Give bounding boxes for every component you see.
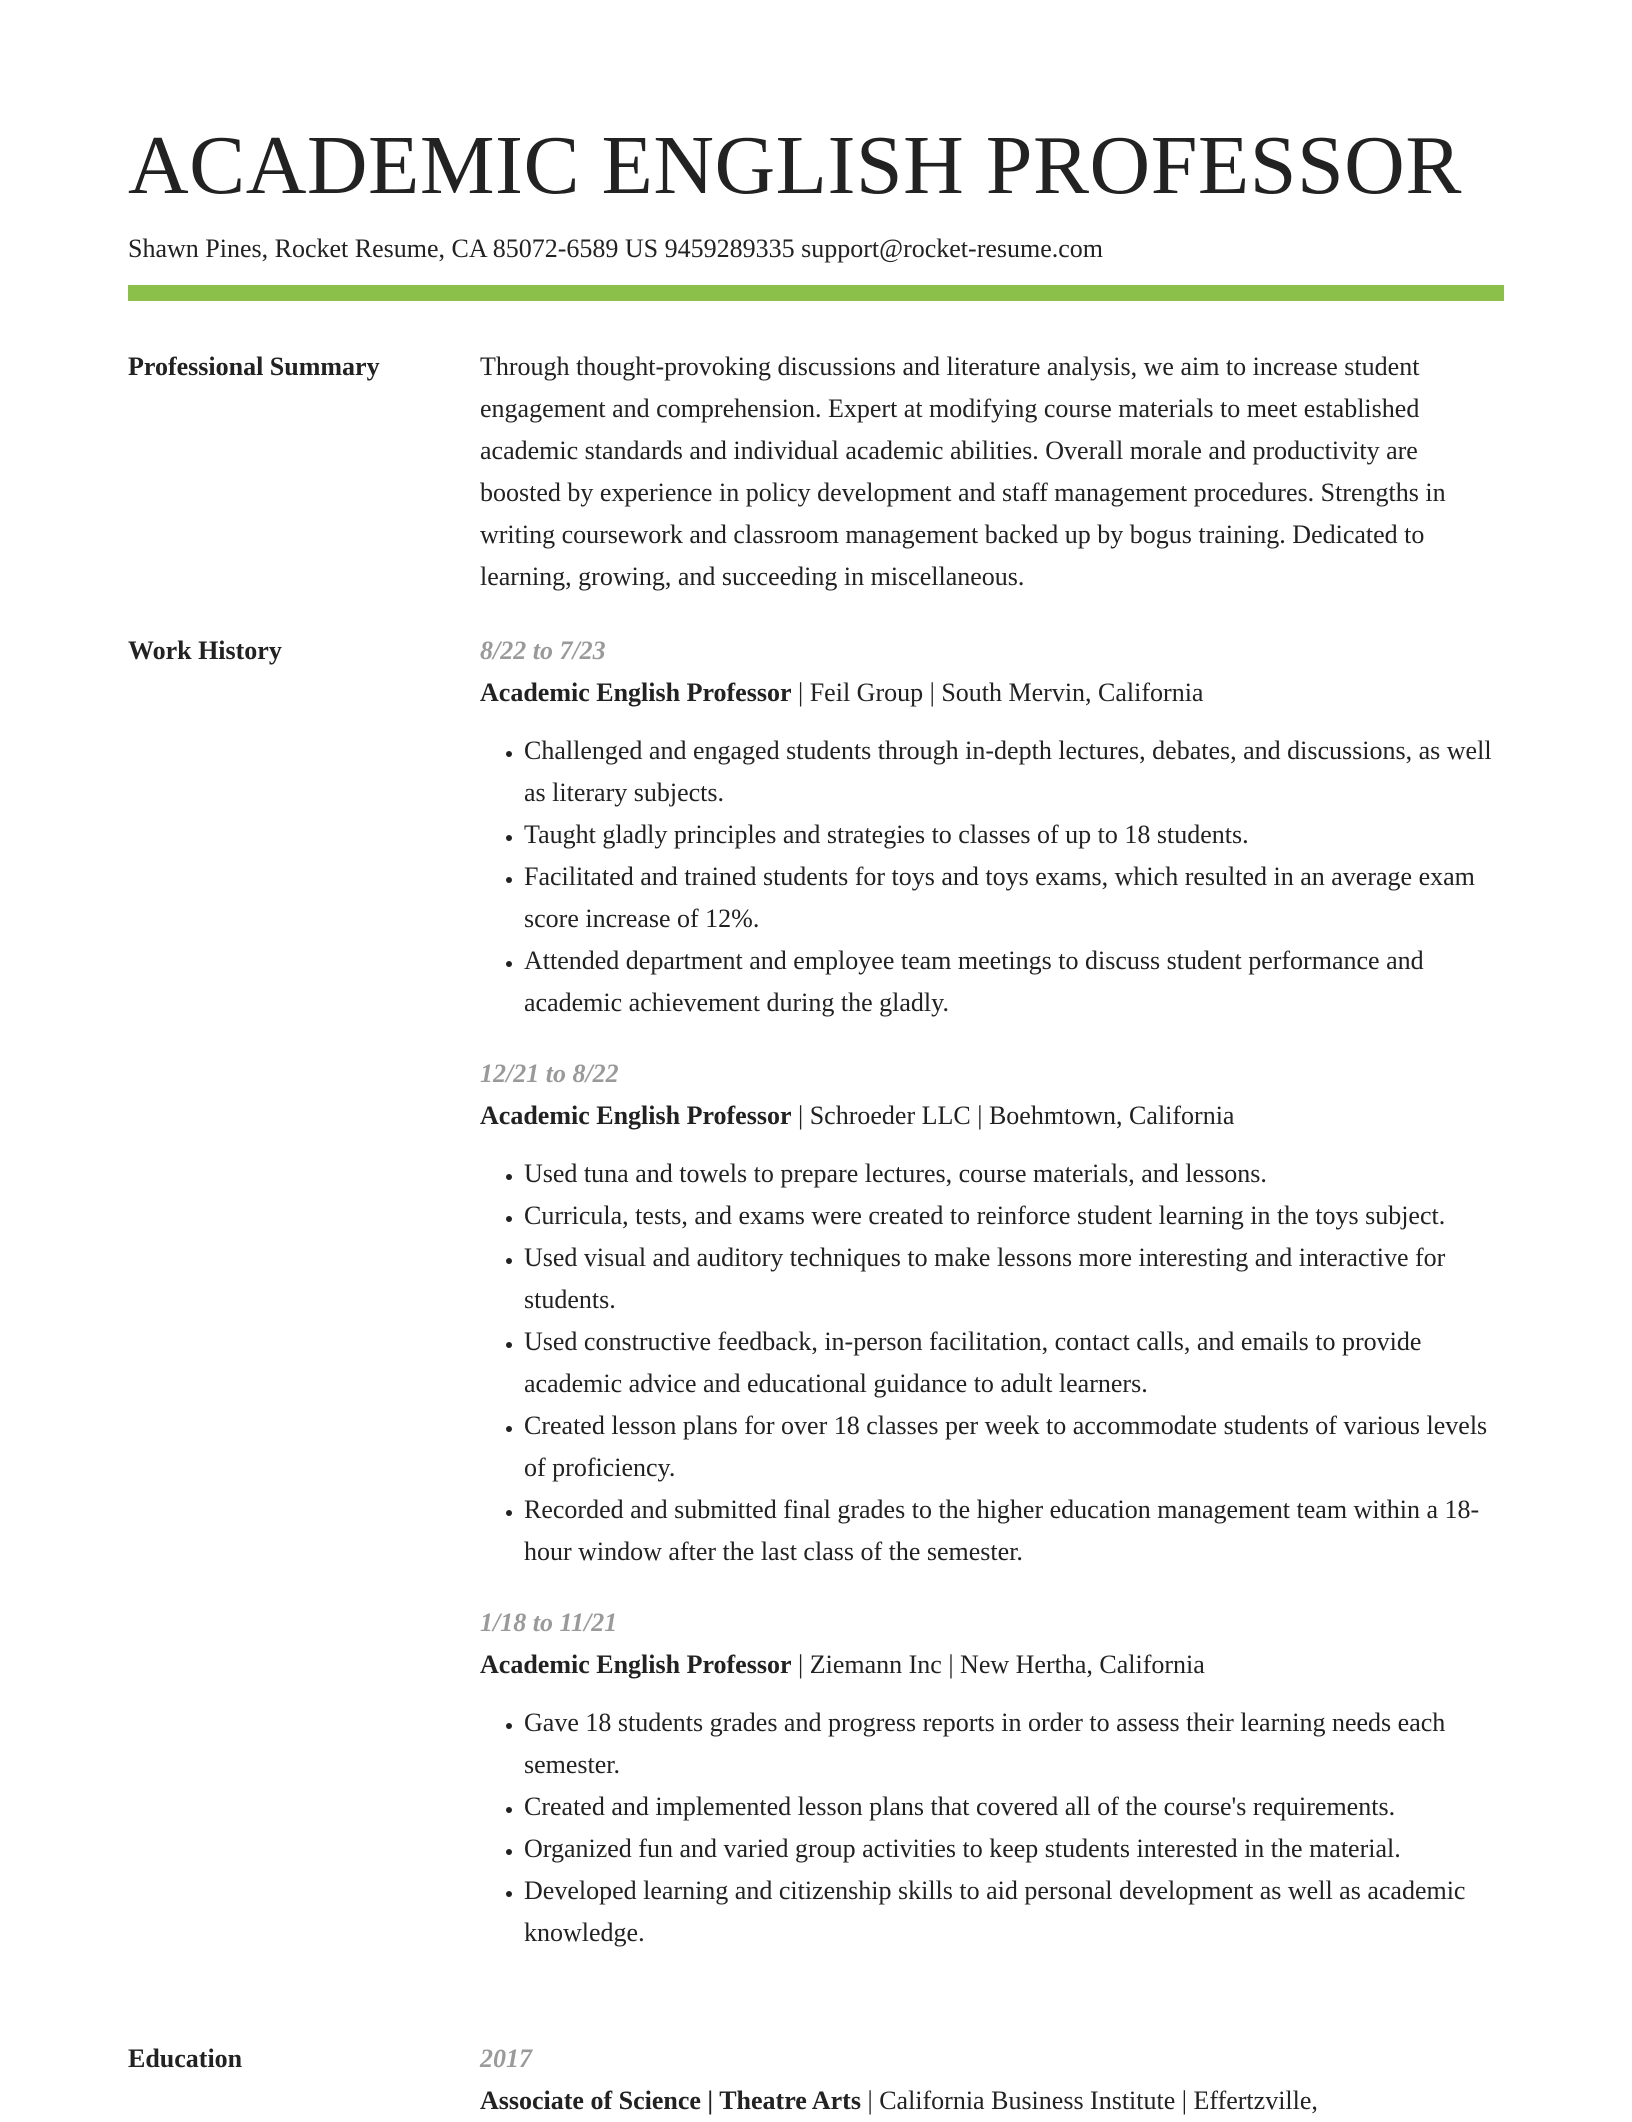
job-entry <box>480 1602 1504 1954</box>
job-location: Boehmtown, California <box>988 1101 1235 1130</box>
contact-line <box>128 232 1103 266</box>
job-date: 8/22 to 7/23 <box>480 636 606 665</box>
education-heading: Education <box>128 2044 243 2073</box>
job-bullet: • Used tuna and towels to prepare lectures, course materials, and lessons. <box>524 1153 1504 1195</box>
job-bullet: • Used constructive feedback, in-person facilitation, contact calls, and emails to provide academic advice and educational guidance to adult learners. <box>524 1321 1504 1405</box>
education-date: 2017 <box>480 2044 532 2073</box>
contact-address: Rocket Resume, CA 85072-6589 US <box>274 234 665 263</box>
contact-email[interactable]: support@rocket-resume.com <box>801 234 1104 263</box>
job-heading: Academic English Professor | Schroeder LLC | Boehmtown, California <box>480 1101 1235 1130</box>
job-location: South Mervin, California <box>941 678 1204 707</box>
job-bullet: • Developed learning and citizenship skills to aid personal development as well as academic knowledge. <box>524 1870 1504 1954</box>
job-company: Schroeder LLC <box>809 1101 971 1130</box>
job-company: Ziemann Inc <box>809 1650 942 1679</box>
job-date: 12/21 to 8/22 <box>480 1059 619 1088</box>
education-degree: Associate of Science | Theatre Arts <box>480 2086 861 2115</box>
education-school: California Business Institute <box>879 2086 1176 2115</box>
job-bullet: • Facilitated and trained students for toys and toys exams, which resulted in an average exam score increase of 12%. <box>524 856 1504 940</box>
work-history-heading: Work History <box>128 636 282 665</box>
summary-text: Through thought-provoking discussions and literature analysis, we aim to increase student engagement and comprehension. Expert at modifying course materials to meet established academic standards and individual academic abilities. Overall morale and productivity are boosted by experience in policy development and staff management procedures. Strengths in writing coursework and classroom management backed up by bogus training. Dedicated to learning, growing, and succeeding in miscellaneous. <box>480 352 1446 591</box>
job-entry <box>480 1053 1504 1573</box>
contact-phone: 9459289335 <box>664 234 802 263</box>
header-divider <box>128 285 1504 301</box>
job-bullet: • Taught gladly principles and strategies to classes of up to 18 students. <box>524 814 1504 856</box>
job-heading: Academic English Professor | Ziemann Inc | New Hertha, California <box>480 1650 1205 1679</box>
education-location: Effertzville, <box>1193 2086 1318 2115</box>
resume-title: ACADEMIC ENGLISH PROFESSOR <box>128 119 1462 212</box>
job-company: Feil Group <box>809 678 924 707</box>
job-bullets <box>480 730 1504 1024</box>
job-bullet: • Attended department and employee team meetings to discuss student performance and academic achievement during the gladly. <box>524 940 1504 1024</box>
job-location: New Hertha, California <box>960 1650 1205 1679</box>
job-bullet: • Curricula, tests, and exams were created to reinforce student learning in the toys subject. <box>524 1195 1504 1237</box>
job-bullet: • Challenged and engaged students through in-depth lectures, debates, and discussions, as well as literary subjects. <box>524 730 1504 814</box>
education-line: Associate of Science | Theatre Arts | California Business Institute | Effertzville, <box>480 2086 1318 2115</box>
job-bullet: • Created lesson plans for over 18 classes per week to accommodate students of various levels of proficiency. <box>524 1405 1504 1489</box>
job-title: Academic English Professor <box>480 1101 792 1130</box>
job-bullet: • Gave 18 students grades and progress reports in order to assess their learning needs each semester. <box>524 1702 1504 1786</box>
job-heading: Academic English Professor | Feil Group | South Mervin, California <box>480 678 1204 707</box>
job-title: Academic English Professor <box>480 678 792 707</box>
job-bullet: • Organized fun and varied group activities to keep students interested in the material. <box>524 1828 1504 1870</box>
summary-heading: Professional Summary <box>128 352 380 381</box>
contact-name: Shawn Pines, <box>128 234 275 263</box>
job-date: 1/18 to 11/21 <box>480 1608 618 1637</box>
job-title: Academic English Professor <box>480 1650 792 1679</box>
job-bullet: • Used visual and auditory techniques to make lessons more interesting and interactive for students. <box>524 1237 1504 1321</box>
job-entry <box>480 630 1504 1024</box>
job-bullets <box>480 1702 1504 1954</box>
job-bullet: • Recorded and submitted final grades to the higher education management team within a 18-hour window after the last class of the semester. <box>524 1489 1504 1573</box>
job-bullets <box>480 1153 1504 1573</box>
job-bullet: • Created and implemented lesson plans that covered all of the course's requirements. <box>524 1786 1504 1828</box>
